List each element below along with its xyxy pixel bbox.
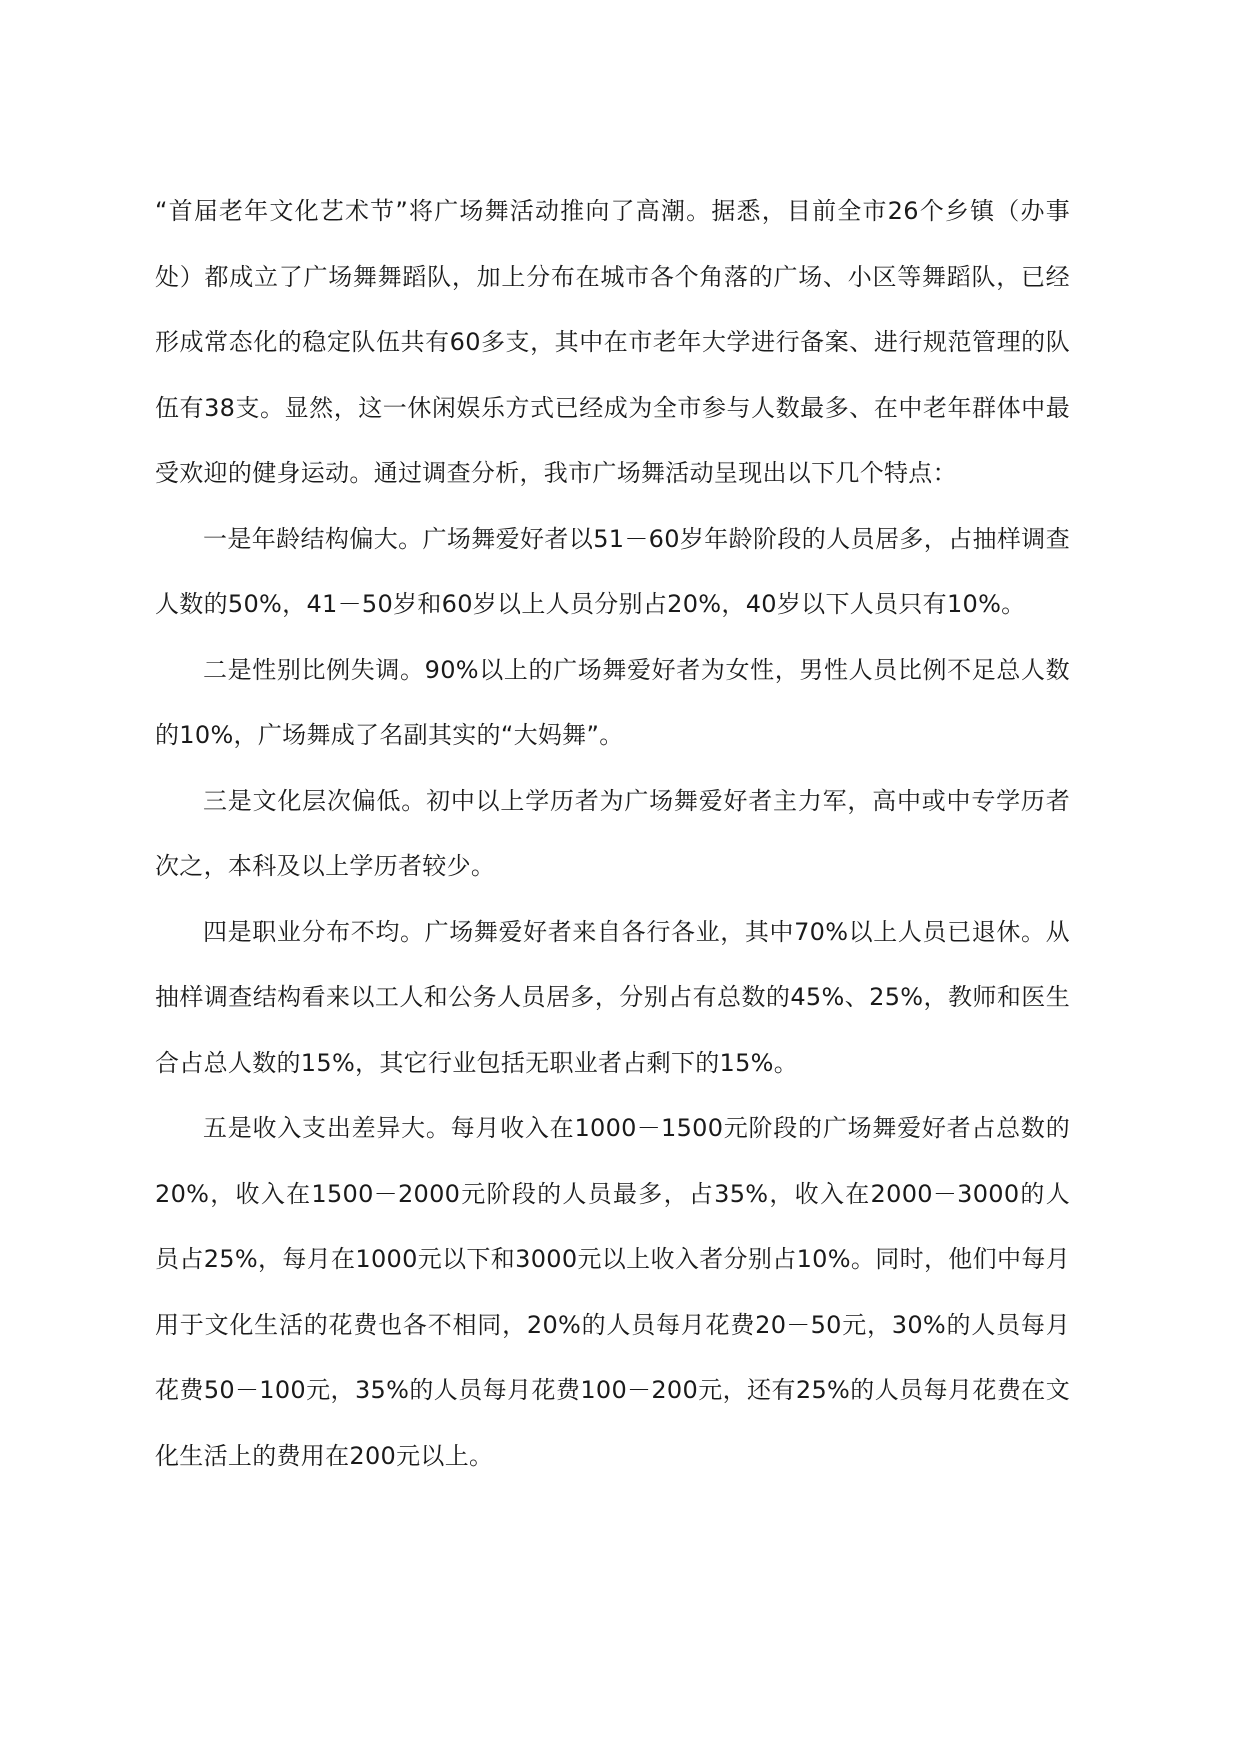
paragraph-income-spending: 五是收入支出差异大。每月收入在1000－1500元阶段的广场舞爱好者占总数的20%，收入在1500－2000元阶段的人员最多，占35%，收入在2000－3000的人员占25%，每月在1000元以下和3000元以上收入者分别占10%。同时，他们中每月用于文化生活的花费也各不相同，20%的人员每月花费20－50元，30%的人员每月花费50－100元，35%的人员每月花费100－200元，还有25%的人员每月花费在文化生活上的费用在200元以上。 <box>155 1114 1070 1470</box>
paragraph-occupation: 四是职业分布不均。广场舞爱好者来自各行各业，其中70%以上人员已退休。从抽样调查结构看来以工人和公务人员居多，分别占有总数的45%、25%，教师和医生合占总人数的15%，其它行业包括无职业者占剩下的15%。 <box>155 917 1070 1077</box>
paragraph-intro: “首届老年文化艺术节”将广场舞活动推向了高潮。据悉，目前全市26个乡镇（办事处）都成立了广场舞舞蹈队，加上分布在城市各个角落的广场、小区等舞蹈队，已经形成常态化的稳定队伍共有60多支，其中在市老年大学进行备案、进行规范管理的队伍有38支。显然，这一休闲娱乐方式已经成为全市参与人数最多、在中老年群体中最受欢迎的健身运动。通过调查分析，我市广场舞活动呈现出以下几个特点： <box>155 197 1070 487</box>
paragraph-education-level: 三是文化层次偏低。初中以上学历者为广场舞爱好者主力军，高中或中专学历者次之，本科及以上学历者较少。 <box>155 786 1070 880</box>
paragraph-gender-ratio: 二是性别比例失调。90%以上的广场舞爱好者为女性，男性人员比例不足总人数的10%，广场舞成了名副其实的“大妈舞”。 <box>155 655 1070 749</box>
document-body <box>155 179 1070 1489</box>
paragraph-age-structure: 一是年龄结构偏大。广场舞爱好者以51－60岁年龄阶段的人员居多，占抽样调查人数的50%，41－50岁和60岁以上人员分别占20%，40岁以下人员只有10%。 <box>155 524 1070 618</box>
